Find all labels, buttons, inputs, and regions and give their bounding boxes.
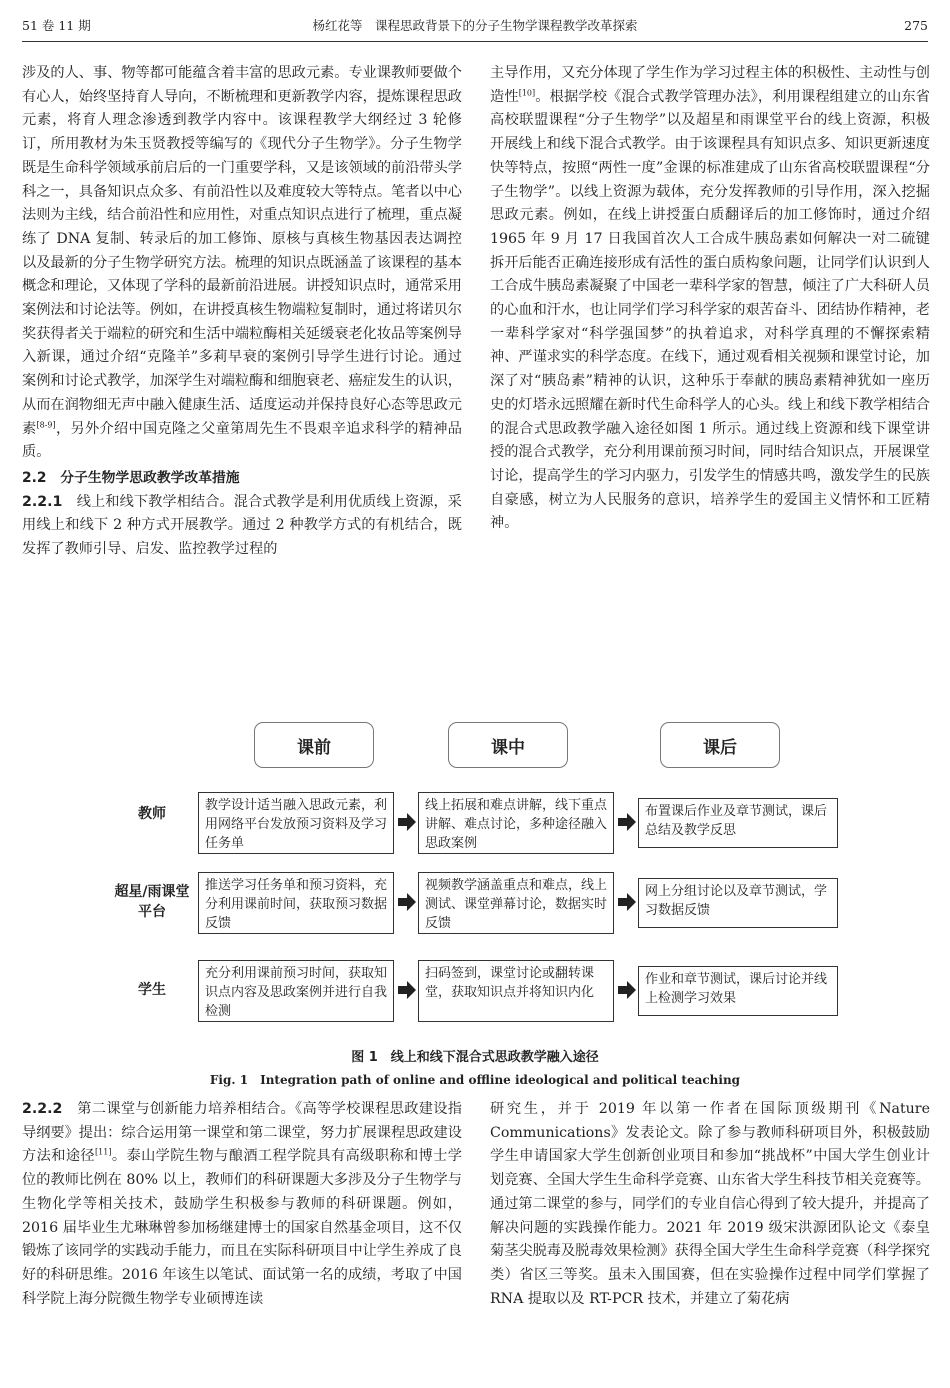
paragraph-text: 。根据学校《混合式教学管理办法》，利用课程组建立的山东省高校联盟课程“分子生物学”以及超星和雨课堂平台的线上资源，积极开展线上和线下混合式教学。由于该课程具有知识点多、知识更新速度快等特点，按照“两性一度”金课的标准建成了山东省高校联盟课程“分子生物学”。以线上资源为载体，充分发挥教师的引导作用，深入挖掘思政元素。例如，在线上讲授蛋白质翻译后的加工修饰时，通过介绍 1965 年 9 月 17 日我国首次人工合成牛胰岛素如何解决一对二硫键拆开后能否正确连接形成有活性的蛋白质构象问题，让同学们认识到人工合成牛胰岛素凝聚了中国老一辈科学家的智慧，倾注了广大科研人员的心血和汗水，也让同学们学习科学家的艰苦奋斗、团结协作精神，老一辈科学家对“科学强国梦”的执着追求，对科学真理的不懈探索精神、严谨求实的科学态度。在线下，通过观看相关视频和课堂讨论，加深了对“胰岛素”精神的认识，这种乐于奉献的胰岛素精神犹如一座历史的灯塔永远照耀在新时代生命科学人的心头。线上和线下教学相结合的混合式思政教学融入途径如图 1 所示。通过线上资源和线下课堂讲授的混合式教学，充分利用课前预习时间，同时结合知识点，开展课堂讨论，提高学生的学习内驱力，引发学生的情感共鸣，激发学生的民族自豪感，树立为人民服务的意识，培养学生的爱国主义情怀和工匠精神。 [490,88,930,532]
section-heading: 2.2 分子生物学思政教学改革措施 [22,469,240,486]
paragraph-text: 。泰山学院生物与酿酒工程学院具有高级职称和博士学位的教师比例在 80% 以上，教师们的科研课题大多涉及分子生物学与生物化学等相关技术，鼓励学生积极参与教师的科研课题。例如，2016 届毕业生尤琳琳曾参加杨继建博士的国家自然基金项目，这不仅锻炼了该同学的实践动手能力，而且在实际科研项目中让学生养成了良好的科研思维。2016 年该生以笔试、面试第一名的成绩，考取了中国科学院上海分院微生物学专业硕博连读 [22,1148,462,1307]
citation-ref: [11] [95,1147,112,1157]
paragraph-text: 线上和线下教学相结合。混合式教学是利用优质线上资源，采用线上和线下 2 种方式开展教学。通过 2 种教学方式的有机结合，既发挥了教师引导、启发、监控教学过程的 [22,493,462,558]
phase-in-class: 课中 [448,722,568,768]
volume-issue: 51 卷 11 期 [22,18,91,33]
paragraph [22,62,462,465]
cell-teacher-during: 线上拓展和难点讲解，线下重点讲解、难点讨论，多种途径融入思政案例 [418,792,614,854]
citation-ref: [8-9] [36,419,56,429]
cell-platform-before: 推送学习任务单和预习资料，充分利用课前时间，获取预习数据反馈 [198,872,394,934]
top-left-column [22,62,462,562]
top-right-column [490,62,930,536]
paragraph [22,1098,462,1311]
figure-caption-en: Fig. 1 Integration path of online and offline ideological and political teaching [209,1073,741,1087]
paragraph-text: 涉及的人、事、物等都可能蕴含着丰富的思政元素。专业课教师要做个有心人，始终坚持育人导向，不断梳理和更新教学内容，提炼课程思政元素，将育人理念渗透到教学内容中。该课程教学大纲经过 3 轮修订，所用教材为朱玉贤教授等编写的《现代分子生物学》。分子生物学既是生命科学领域承前启后的一门重要学科，又是该领域的前沿带头学科之一，具备知识点众多、有前沿性以及难度较大等特点。笔者以中心法则为主线，结合前沿性和应用性，对重点知识点进行了梳理，重点凝练了 DNA 复制、转录后的加工修饰、原核与真核生物基因表达调控以及最新的分子生物学研究方法。梳理的知识点既涵盖了该课程的基本概念和理论，又体现了学科的最新前沿进展。讲授知识点时，通常采用案例法和讨论法等。例如，在讲授真核生物端粒复制时，通过将诺贝尔奖获得者关于端粒的研究和生活中端粒酶相关延缓衰老化妆品等案例导入新课，通过介绍“克隆羊”多莉早衰的案例引导学生进行讨论。通过案例和讨论式教学，加深学生对端粒酶和细胞衰老、癌症发生的认识，从而在润物细无声中融入健康生活、适度运动并保持良好心态等思政元素 [22,65,462,437]
subsection-number: 2.2.2 [22,1101,63,1117]
cell-student-before: 充分利用课前预习时间，获取知识点内容及思政案例并进行自我检测 [198,960,394,1022]
phase-after-class: 课后 [660,722,780,768]
bottom-right-column [490,1098,930,1311]
subsection-number: 2.2.1 [22,493,63,510]
figure-caption-cn: 图 1 线上和线下混合式思政教学融入途径 [351,1050,599,1065]
citation-ref: [10] [518,87,536,97]
row-label-platform: 超星/雨课堂平台 [114,884,190,920]
paragraph-text: 第二课堂与创新能力培养相结合。《高等学校课程思政建设指导纲要》提出：综合运用第一课堂和第二课堂，努力扩展课程思政建设方法和途径 [22,1101,462,1165]
phase-before-class: 课前 [254,722,374,768]
cell-student-during: 扫码签到，课堂讨论或翻转课堂，获取知识点并将知识内化 [418,960,614,1022]
cell-platform-during: 视频教学涵盖重点和难点，线上测试、课堂弹幕讨论，数据实时反馈 [418,872,614,934]
page-number: 275 [904,17,928,33]
header-rule [22,41,928,42]
cell-teacher-before: 教学设计适当融入思政元素，利用网络平台发放预习资料及学习任务单 [198,792,394,854]
running-header [22,10,928,40]
row-label-student: 学生 [138,982,166,998]
cell-teacher-after: 布置课后作业及章节测试，课后总结及教学反思 [638,798,838,848]
bottom-left-column [22,1098,462,1311]
cell-platform-after: 网上分组讨论以及章节测试，学习数据反馈 [638,878,838,928]
row-label-teacher: 教师 [138,806,166,822]
paragraph [490,62,930,536]
paragraph-text: ，另外介绍中国克隆之父童第周先生不畏艰辛追求科学的精神品质。 [22,420,462,461]
paragraph: 研究生，并于 2019 年以第一作者在国际顶级期刊《Nature Communications》发表论文。除了参与教师科研项目外，积极鼓励学生申请国家大学生创新创业项目和参加“挑战杯”中国大学生创业计划竞赛、全国大学生生命科学竞赛、山东省大学生科技节相关竞赛等。通过第二课堂的参与，同学们的专业自信心得到了较大提升，并提高了解决问题的实践操作能力。2021 年 2019 级宋洪源团队论文《泰皇菊茎尖脱毒及脱毒效果检测》获得全国大学生生命科学竞赛（科学探究类）省区三等奖。虽未入围国赛，但在实验操作过程中同学们掌握了 RNA 提取以及 RT-PCR 技术，并建立了菊花病 [490,1101,930,1307]
figure-1-diagram [112,722,842,1038]
paragraph-text: 主导作用，又充分体现了学生作为学习过程主体的积极性、主动性与创造性 [490,65,930,105]
cell-student-after: 作业和章节测试，课后讨论并线上检测学习效果 [638,966,838,1016]
running-title: 杨红花等 课程思政背景下的分子生物学课程教学改革探索 [312,18,638,33]
paragraph [22,491,462,562]
